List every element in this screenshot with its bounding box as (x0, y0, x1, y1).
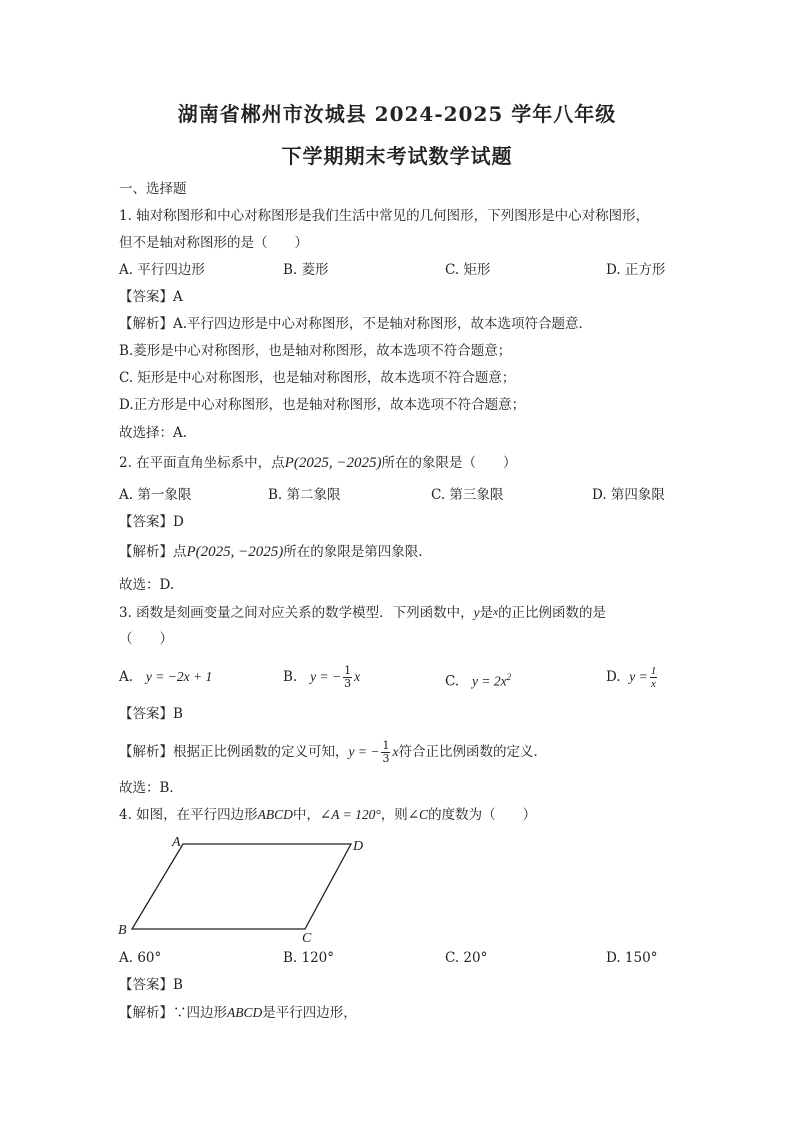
q1-answer: 【答案】A (119, 289, 183, 305)
q3-exp-post: 符合正比例函数的定义． (398, 744, 547, 760)
q4-angle-a: ∠A = 120° (319, 807, 381, 822)
parallelogram-shape (132, 844, 351, 929)
q4-abcd: ABCD (257, 807, 293, 822)
q2-option-b: B. 第二象限 (268, 487, 341, 503)
q1-option-c: C. 矩形 (445, 262, 491, 278)
q3-opt-a-label: A. (119, 669, 134, 685)
q4-option-c: C. 20° (445, 950, 488, 966)
vertex-label-b: B (118, 923, 127, 938)
q4-answer: 【答案】B (119, 977, 183, 993)
q4-angle-c: ∠C (407, 807, 429, 822)
q4-option-d: D. 150° (606, 950, 658, 966)
q3-stem-pre: 3. 函数是刻画变量之间对应关系的数学模型．下列函数中， (119, 605, 474, 621)
q2-stem-post: 所在的象限是（ ） (381, 455, 517, 471)
q3-explanation (119, 735, 547, 769)
q3-option-b (283, 660, 360, 694)
q4-exp-post: 是平行四边形， (262, 1005, 357, 1021)
q2-stem (119, 454, 516, 472)
q2-exp-point: P(2025, −2025) (186, 544, 284, 560)
q4-stem (119, 806, 536, 824)
q3-opt-b-fraction (343, 665, 352, 690)
vertex-label-d: D (353, 839, 364, 854)
q3-opt-b-pre: y = − (310, 669, 342, 684)
q3-conclusion: 故选：B． (119, 780, 183, 796)
q3-opt-a-expr: y = −2x + 1 (145, 669, 213, 684)
q3-opt-c-expr: y = 2x (472, 673, 507, 689)
q3-exp-expr-post: x (392, 744, 399, 759)
q3-option-c (445, 668, 511, 691)
q3-stem-line1 (119, 603, 606, 622)
q2-option-c: C. 第三象限 (431, 487, 504, 503)
q3-opt-b-post: x (354, 669, 361, 684)
q3-exp-expr-pre: y = − (348, 744, 380, 759)
q3-stem-line2: （ ） (119, 631, 173, 647)
q3-var-x: x (493, 606, 499, 618)
vertex-label-c: C (302, 931, 312, 946)
parallelogram-figure (110, 830, 380, 946)
q3-exp-denominator: 3 (382, 752, 390, 765)
doc-title-line1: 湖南省郴州市汝城县 2024-2025 学年八年级 (177, 102, 617, 126)
q3-exp-pre: 【解析】根据正比例函数的定义可知， (119, 744, 349, 760)
q1-stem-line2: 但不是轴对称图形的是（ ） (119, 235, 308, 251)
q3-opt-b-label: B. (283, 669, 298, 685)
q2-stem-pre: 2. 在平面直角坐标系中，点 (119, 455, 285, 471)
q1-explanation-3: C. 矩形是中心对称图形，也是轴对称图形，故本选项不符合题意； (119, 370, 516, 386)
q3-opt-d-numerator: 1 (650, 665, 657, 677)
q3-opt-b-numerator: 1 (344, 664, 352, 677)
doc-title-line2: 下学期期末考试数学试题 (281, 144, 513, 168)
q3-exp-fraction (381, 740, 390, 765)
q2-option-a: A. 第一象限 (119, 487, 192, 503)
q1-explanation-4: D.正方形是中心对称图形，也是轴对称图形，故本选项不符合题意； (119, 397, 526, 413)
q1-explanation-2: B.菱形是中心对称图形，也是轴对称图形，故本选项不符合题意； (119, 343, 512, 359)
q3-opt-d-pre: y = (629, 669, 648, 684)
section-heading: 一、选择题 (119, 181, 187, 197)
q1-option-a: A. 平行四边形 (119, 262, 205, 278)
q4-option-a: A. 60° (119, 950, 162, 966)
q3-opt-d-denominator: x (651, 678, 656, 690)
q1-conclusion: 故选择：A. (119, 425, 188, 441)
q2-answer: 【答案】D (119, 514, 184, 530)
q3-opt-c-exponent: 2 (506, 672, 512, 682)
q3-var-y: y (473, 605, 480, 620)
q2-explanation (119, 543, 423, 561)
q3-opt-c-label: C. (445, 673, 460, 690)
q4-stem-post: 的度数为（ ） (428, 807, 537, 823)
q4-exp-abcd: ABCD (227, 1005, 263, 1020)
q3-option-a (119, 668, 212, 686)
q3-opt-b-denominator: 3 (344, 677, 352, 690)
q1-explanation-1: 【解析】A.平行四边形是中心对称图形，不是轴对称图形，故本选项符合题意． (119, 316, 593, 332)
q4-stem-mid: 中， (292, 807, 320, 823)
q4-explanation (119, 1004, 357, 1022)
q2-exp-pre: 【解析】点 (119, 544, 187, 560)
q4-stem-pre: 4. 如图，在平行四边形 (119, 807, 258, 823)
q1-option-b: B. 菱形 (283, 262, 329, 278)
q3-answer: 【答案】B (119, 706, 183, 722)
q4-stem-mid2: ，则 (380, 807, 408, 823)
q1-option-d: D. 正方形 (606, 262, 666, 278)
q3-option-d (606, 660, 659, 694)
q2-point: P(2025, −2025) (284, 455, 382, 471)
q3-stem-mid: 是 (479, 605, 494, 621)
q3-opt-d-label: D. (606, 669, 621, 685)
q2-option-d: D. 第四象限 (592, 487, 665, 503)
q3-opt-d-fraction (650, 665, 658, 690)
q4-option-b: B. 120° (283, 950, 335, 966)
q1-stem-line1: 1. 轴对称图形和中心对称图形是我们生活中常见的几何图形，下列图形是中心对称图形， (119, 208, 650, 224)
q3-stem-post: 的正比例函数的是 (498, 605, 607, 621)
q4-exp-pre: 【解析】∵四边形 (119, 1005, 227, 1021)
vertex-label-a: A (172, 835, 181, 850)
q2-conclusion: 故选：D. (119, 577, 175, 593)
q2-exp-post: 所在的象限是第四象限. (283, 544, 423, 560)
q3-exp-numerator: 1 (382, 739, 390, 752)
